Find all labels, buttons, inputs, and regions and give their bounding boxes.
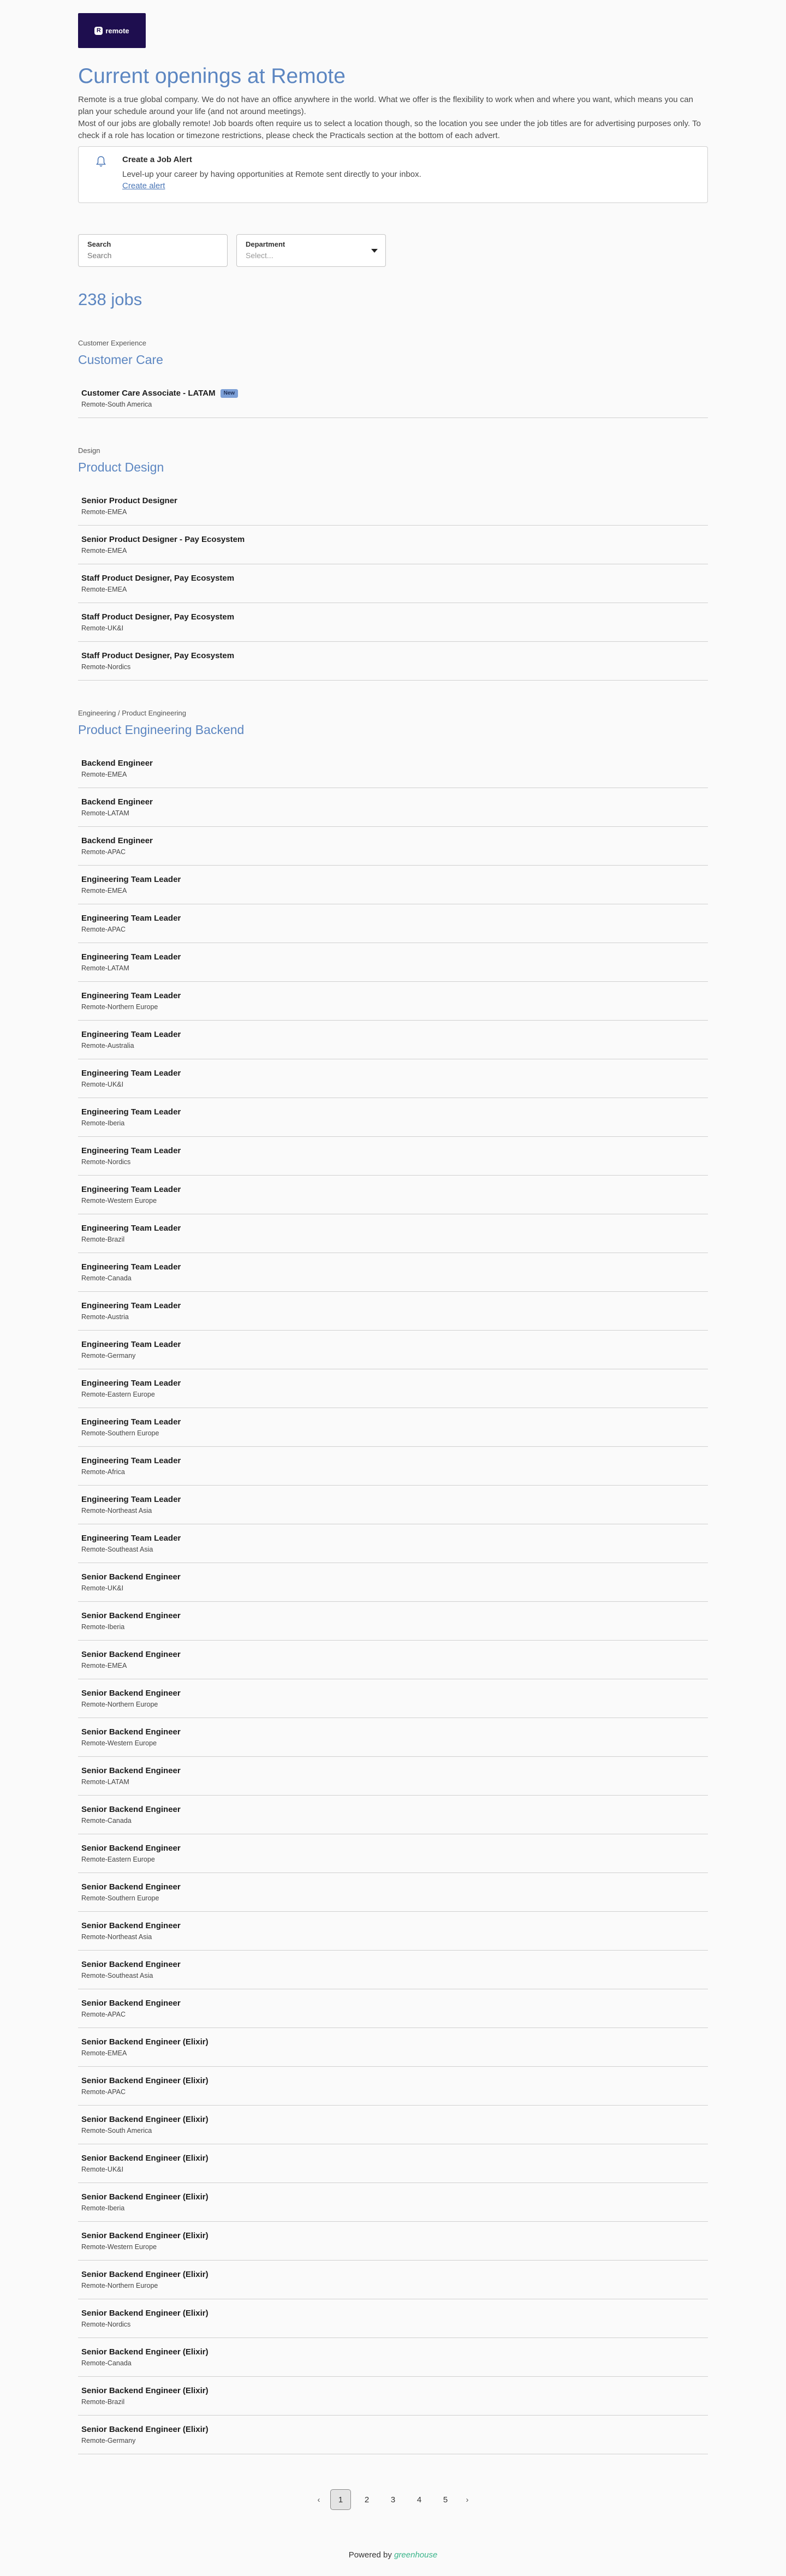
- job-post[interactable]: [78, 1757, 708, 1796]
- job-title-row: [81, 612, 708, 623]
- intro-paragraph-1: Remote is a true global company. We do not have an office anywhere in the world. What we offer is the flexibility to work when and where you want, which means you can plan your schedule around your life (and not around meetings).: [78, 95, 693, 116]
- job-title-row: [81, 1533, 708, 1544]
- job-post[interactable]: [78, 1408, 708, 1447]
- job-post[interactable]: [78, 1563, 708, 1602]
- job-title-row: [81, 2076, 708, 2086]
- job-location: Remote-EMEA: [81, 586, 127, 593]
- department-parent: Engineering / Product Engineering: [78, 709, 187, 717]
- job-title-link[interactable]: Staff Product Designer, Pay Ecosystem: [81, 574, 235, 583]
- job-location: Remote-Iberia: [81, 1119, 125, 1127]
- department-select[interactable]: [236, 234, 386, 267]
- job-title-row: [81, 1378, 708, 1389]
- job-title-row: [81, 797, 708, 808]
- job-location: Remote-APAC: [81, 926, 126, 933]
- job-alert-text: [122, 154, 421, 192]
- job-post[interactable]: [78, 1137, 708, 1176]
- job-title-link[interactable]: Engineering Team Leader: [81, 1030, 181, 1039]
- job-location: Remote-Northern Europe: [81, 1701, 158, 1708]
- job-location: Remote-Southern Europe: [81, 1894, 159, 1902]
- job-title-row: [81, 1649, 708, 1660]
- job-title-row: [81, 1882, 708, 1893]
- job-title-link[interactable]: Engineering Team Leader: [81, 1224, 181, 1233]
- job-post[interactable]: [78, 2144, 708, 2183]
- job-post[interactable]: [78, 1021, 708, 1059]
- job-title-link[interactable]: Engineering Team Leader: [81, 1379, 181, 1388]
- job-title-link[interactable]: Customer Care Associate - LATAM: [81, 389, 216, 398]
- job-post[interactable]: [78, 2338, 708, 2377]
- job-title-row: [81, 2114, 708, 2125]
- job-title-row: [81, 2347, 708, 2358]
- job-title-link[interactable]: Senior Backend Engineer: [81, 1572, 181, 1582]
- job-post[interactable]: [78, 2067, 708, 2106]
- job-title-link[interactable]: Senior Backend Engineer (Elixir): [81, 2192, 209, 2202]
- job-post[interactable]: [78, 2261, 708, 2299]
- job-title-link[interactable]: Engineering Team Leader: [81, 1495, 181, 1504]
- department-label: Department: [246, 240, 285, 248]
- job-title-row: [81, 2386, 708, 2396]
- job-post[interactable]: [78, 1486, 708, 1524]
- job-location: Remote-Brazil: [81, 2398, 125, 2406]
- job-post[interactable]: [78, 2377, 708, 2416]
- job-post[interactable]: [78, 2183, 708, 2222]
- pagination: [78, 2489, 708, 2510]
- job-location: Remote-Northeast Asia: [81, 1507, 152, 1514]
- job-title-link[interactable]: Engineering Team Leader: [81, 952, 181, 962]
- job-post[interactable]: [78, 1524, 708, 1563]
- job-title-row: [81, 1688, 708, 1699]
- remote-logo-mark: R: [94, 27, 103, 35]
- department-parent: Customer Experience: [78, 339, 146, 347]
- footer: [78, 2550, 708, 2576]
- job-title-link[interactable]: Senior Backend Engineer (Elixir): [81, 2425, 209, 2434]
- department-title: Product Engineering Backend: [78, 723, 245, 737]
- job-title-row: [81, 1417, 708, 1428]
- job-listings: [78, 339, 708, 2454]
- job-post[interactable]: [78, 642, 708, 681]
- caret-down-icon: [371, 249, 378, 253]
- filters: [78, 234, 708, 267]
- job-title-row: [81, 836, 708, 846]
- job-title-link[interactable]: Senior Backend Engineer (Elixir): [81, 2115, 209, 2124]
- remote-logo-text: remote: [105, 26, 129, 35]
- job-location: Remote-Brazil: [81, 1236, 125, 1243]
- job-title-link[interactable]: Senior Backend Engineer (Elixir): [81, 2037, 209, 2047]
- job-title-link[interactable]: Engineering Team Leader: [81, 1107, 181, 1117]
- department-value: Select...: [246, 251, 273, 260]
- job-location: Remote-Southern Europe: [81, 1429, 159, 1437]
- job-title-link[interactable]: Senior Backend Engineer: [81, 1999, 181, 2008]
- job-post[interactable]: [78, 1253, 708, 1292]
- job-title-link[interactable]: Engineering Team Leader: [81, 1262, 181, 1272]
- job-title-row: [81, 1068, 708, 1079]
- job-title-row: [81, 1843, 708, 1854]
- job-title-link[interactable]: Backend Engineer: [81, 797, 153, 807]
- job-post[interactable]: [78, 603, 708, 642]
- job-title-link[interactable]: Engineering Team Leader: [81, 991, 181, 1000]
- job-location: Remote-Western Europe: [81, 1739, 157, 1747]
- job-location: Remote-South America: [81, 2127, 152, 2134]
- job-title-row: [81, 496, 708, 506]
- job-location: Remote-Australia: [81, 1042, 134, 1050]
- job-location: Remote-Northern Europe: [81, 2282, 158, 2289]
- remote-logo[interactable]: [78, 13, 146, 48]
- job-location: Remote-Nordics: [81, 2321, 131, 2328]
- job-location: Remote-Iberia: [81, 1623, 125, 1631]
- job-title-row: [81, 1301, 708, 1311]
- job-location: Remote-EMEA: [81, 771, 127, 778]
- greenhouse-logo[interactable]: greenhouse: [394, 2550, 438, 2560]
- job-title-row: [81, 2308, 708, 2319]
- job-title-link[interactable]: Senior Backend Engineer (Elixir): [81, 2270, 209, 2279]
- job-title-row: [81, 1184, 708, 1195]
- job-location: Remote-UK&I: [81, 624, 124, 632]
- job-title-row: [81, 2192, 708, 2203]
- job-post[interactable]: [78, 2222, 708, 2261]
- powered-by-text: Powered by: [348, 2550, 392, 2560]
- job-location: Remote-EMEA: [81, 1662, 127, 1669]
- job-title-link[interactable]: Backend Engineer: [81, 759, 153, 768]
- job-title-row: [81, 1611, 708, 1621]
- job-post[interactable]: [78, 1059, 708, 1098]
- search-field[interactable]: [78, 234, 228, 267]
- job-post[interactable]: [78, 2028, 708, 2067]
- department-title: Product Design: [78, 460, 164, 474]
- job-title-row: [81, 2231, 708, 2241]
- job-title-row: [81, 651, 708, 661]
- page-4-button[interactable]: 4: [416, 2495, 422, 2505]
- chevron-right-icon[interactable]: ›: [466, 2495, 469, 2505]
- job-location: Remote-Western Europe: [81, 1197, 157, 1204]
- job-post[interactable]: [78, 1951, 708, 1989]
- job-title-row: [81, 758, 708, 769]
- job-post[interactable]: [78, 1176, 708, 1214]
- job-location: Remote-Germany: [81, 2437, 136, 2444]
- create-alert-link[interactable]: Create alert: [122, 181, 165, 190]
- job-location: Remote-UK&I: [81, 1081, 124, 1088]
- job-title-row: [81, 1456, 708, 1466]
- job-post[interactable]: [78, 904, 708, 943]
- job-post[interactable]: [78, 564, 708, 603]
- job-location: Remote-Southeast Asia: [81, 1972, 153, 1979]
- job-post[interactable]: [78, 1214, 708, 1253]
- job-post[interactable]: [78, 1641, 708, 1679]
- job-title-row: [81, 991, 708, 1001]
- job-post[interactable]: [78, 1098, 708, 1137]
- page-3-button[interactable]: 3: [390, 2495, 396, 2505]
- job-title-link[interactable]: Staff Product Designer, Pay Ecosystem: [81, 651, 235, 660]
- job-post[interactable]: [78, 379, 708, 418]
- job-location: Remote-Eastern Europe: [81, 1391, 155, 1398]
- page-title: Current openings at Remote: [78, 64, 346, 88]
- job-title-link[interactable]: Senior Backend Engineer: [81, 1921, 181, 1930]
- job-location: Remote-LATAM: [81, 1778, 129, 1786]
- job-location: Remote-Northeast Asia: [81, 1933, 152, 1941]
- job-title-link[interactable]: Senior Backend Engineer: [81, 1727, 181, 1737]
- job-title-link[interactable]: Engineering Team Leader: [81, 1340, 181, 1349]
- job-post[interactable]: [78, 866, 708, 904]
- job-post[interactable]: [78, 2299, 708, 2338]
- job-location: Remote-LATAM: [81, 809, 129, 817]
- job-alert-card: [78, 146, 708, 203]
- job-title-row: [81, 1998, 708, 2009]
- job-post[interactable]: [78, 1834, 708, 1873]
- job-location: Remote-UK&I: [81, 1584, 124, 1592]
- job-title-row: [81, 2269, 708, 2280]
- job-title-row: [81, 1766, 708, 1776]
- job-title-link[interactable]: Engineering Team Leader: [81, 1456, 181, 1465]
- job-location: Remote-Canada: [81, 2359, 132, 2367]
- job-post[interactable]: [78, 1912, 708, 1951]
- job-location: Remote-Austria: [81, 1313, 129, 1321]
- job-post[interactable]: [78, 943, 708, 982]
- job-title-link[interactable]: Backend Engineer: [81, 836, 153, 845]
- job-location: Remote-UK&I: [81, 2166, 124, 2173]
- job-title-row: [81, 1921, 708, 1931]
- job-title-row: [81, 874, 708, 885]
- department-parent: Design: [78, 446, 100, 455]
- job-location: Remote-EMEA: [81, 547, 127, 554]
- job-location: Remote-Iberia: [81, 2204, 125, 2212]
- job-location: Remote-Western Europe: [81, 2243, 157, 2251]
- job-title-row: [81, 952, 708, 963]
- job-post[interactable]: [78, 827, 708, 866]
- job-location: Remote-Northern Europe: [81, 1003, 158, 1011]
- job-post[interactable]: [78, 1369, 708, 1408]
- job-location: Remote-Germany: [81, 1352, 136, 1359]
- job-post[interactable]: [78, 749, 708, 788]
- bell-icon: [96, 156, 106, 168]
- job-location: Remote-Southeast Asia: [81, 1546, 153, 1553]
- job-location: Remote-EMEA: [81, 2049, 127, 2057]
- job-title-link[interactable]: Senior Backend Engineer: [81, 1650, 181, 1659]
- department-title: Customer Care: [78, 353, 163, 367]
- job-title-row: [81, 388, 708, 399]
- page: [78, 0, 708, 2576]
- job-count: 238 jobs: [78, 290, 142, 309]
- job-title-row: [81, 1572, 708, 1583]
- job-post[interactable]: [78, 1718, 708, 1757]
- job-post[interactable]: [78, 1602, 708, 1641]
- job-post[interactable]: [78, 1447, 708, 1486]
- job-title-link[interactable]: Senior Backend Engineer (Elixir): [81, 2347, 209, 2357]
- job-title-link[interactable]: Engineering Team Leader: [81, 914, 181, 923]
- job-alert-description: Level-up your career by having opportunities at Remote sent directly to your inbox.: [122, 170, 421, 179]
- job-title-link[interactable]: Engineering Team Leader: [81, 875, 181, 884]
- new-badge: New: [221, 389, 239, 398]
- job-post[interactable]: [78, 788, 708, 827]
- job-title-link[interactable]: Engineering Team Leader: [81, 1301, 181, 1310]
- job-location: Remote-Nordics: [81, 1158, 131, 1166]
- job-title-row: [81, 1146, 708, 1156]
- department-section: [78, 446, 708, 681]
- job-location: Remote-Canada: [81, 1274, 132, 1282]
- job-title-row: [81, 573, 708, 584]
- job-location: Remote-APAC: [81, 2088, 126, 2096]
- job-location: Remote-Africa: [81, 1468, 125, 1476]
- search-input[interactable]: [87, 250, 213, 261]
- intro-text: [78, 94, 708, 142]
- job-post[interactable]: [78, 1796, 708, 1834]
- job-title-link[interactable]: Engineering Team Leader: [81, 1185, 181, 1194]
- intro-paragraph-2: Most of our jobs are globally remote! Job boards often require us to select a location though, so the location you see under the job titles are for advertising purposes only. To check if a role has location or timezone restrictions, please check the Practicals section at the bottom of each advert.: [78, 119, 701, 140]
- job-title-row: [81, 1223, 708, 1234]
- job-location: Remote-APAC: [81, 2011, 126, 2018]
- job-post[interactable]: [78, 487, 708, 526]
- job-title-link[interactable]: Engineering Team Leader: [81, 1069, 181, 1078]
- job-title-link[interactable]: Staff Product Designer, Pay Ecosystem: [81, 612, 235, 622]
- job-title-link[interactable]: Engineering Team Leader: [81, 1146, 181, 1155]
- job-title-row: [81, 1494, 708, 1505]
- job-title-link[interactable]: Senior Backend Engineer: [81, 1689, 181, 1698]
- job-title-link[interactable]: Senior Product Designer: [81, 496, 177, 505]
- job-post[interactable]: [78, 1331, 708, 1369]
- page-5-button[interactable]: 5: [443, 2495, 448, 2505]
- job-title-link[interactable]: Senior Backend Engineer: [81, 1882, 181, 1892]
- job-title-link[interactable]: Senior Backend Engineer: [81, 1611, 181, 1620]
- job-post[interactable]: [78, 526, 708, 564]
- job-location: Remote-Nordics: [81, 663, 131, 671]
- job-title-link[interactable]: Senior Backend Engineer: [81, 1844, 181, 1853]
- page-2-button[interactable]: 2: [364, 2495, 370, 2505]
- job-alert-title: Create a Job Alert: [122, 155, 192, 164]
- job-post[interactable]: [78, 1873, 708, 1912]
- job-title-link[interactable]: Senior Backend Engineer (Elixir): [81, 2076, 209, 2085]
- page-1-button[interactable]: 1: [330, 2489, 351, 2510]
- job-location: Remote-Eastern Europe: [81, 1856, 155, 1863]
- job-title-link[interactable]: Senior Product Designer - Pay Ecosystem: [81, 535, 245, 544]
- job-title-link[interactable]: Senior Backend Engineer (Elixir): [81, 2386, 209, 2395]
- job-location: Remote-APAC: [81, 848, 126, 856]
- job-title-row: [81, 1727, 708, 1738]
- job-title-row: [81, 1107, 708, 1118]
- job-title-row: [81, 2037, 708, 2048]
- search-label: Search: [87, 240, 111, 248]
- job-title-row: [81, 1804, 708, 1815]
- job-location: Remote-EMEA: [81, 508, 127, 516]
- job-title-link[interactable]: Senior Backend Engineer: [81, 1960, 181, 1969]
- job-title-row: [81, 1959, 708, 1970]
- job-title-row: [81, 534, 708, 545]
- job-title-row: [81, 1262, 708, 1273]
- job-title-link[interactable]: Senior Backend Engineer: [81, 1805, 181, 1814]
- chevron-left-icon[interactable]: ‹: [317, 2495, 320, 2505]
- job-location: Remote-Canada: [81, 1817, 132, 1824]
- job-post[interactable]: [78, 2106, 708, 2144]
- job-title-row: [81, 2153, 708, 2164]
- job-post[interactable]: [78, 1989, 708, 2028]
- job-location: Remote-EMEA: [81, 887, 127, 895]
- job-location: Remote-LATAM: [81, 964, 129, 972]
- job-title-link[interactable]: Senior Backend Engineer: [81, 1766, 181, 1775]
- job-title-link[interactable]: Senior Backend Engineer (Elixir): [81, 2154, 209, 2163]
- job-location: Remote-South America: [81, 401, 152, 408]
- job-title-link[interactable]: Senior Backend Engineer (Elixir): [81, 2231, 209, 2240]
- job-post[interactable]: [78, 982, 708, 1021]
- job-title-row: [81, 913, 708, 924]
- job-title-link[interactable]: Engineering Team Leader: [81, 1417, 181, 1427]
- job-post[interactable]: [78, 1679, 708, 1718]
- department-section: [78, 709, 708, 2454]
- job-post[interactable]: [78, 1292, 708, 1331]
- job-title-row: [81, 2424, 708, 2435]
- department-section: [78, 339, 708, 418]
- job-post[interactable]: [78, 2416, 708, 2454]
- job-title-row: [81, 1029, 708, 1040]
- job-title-row: [81, 1339, 708, 1350]
- job-title-link[interactable]: Senior Backend Engineer (Elixir): [81, 2309, 209, 2318]
- job-title-link[interactable]: Engineering Team Leader: [81, 1534, 181, 1543]
